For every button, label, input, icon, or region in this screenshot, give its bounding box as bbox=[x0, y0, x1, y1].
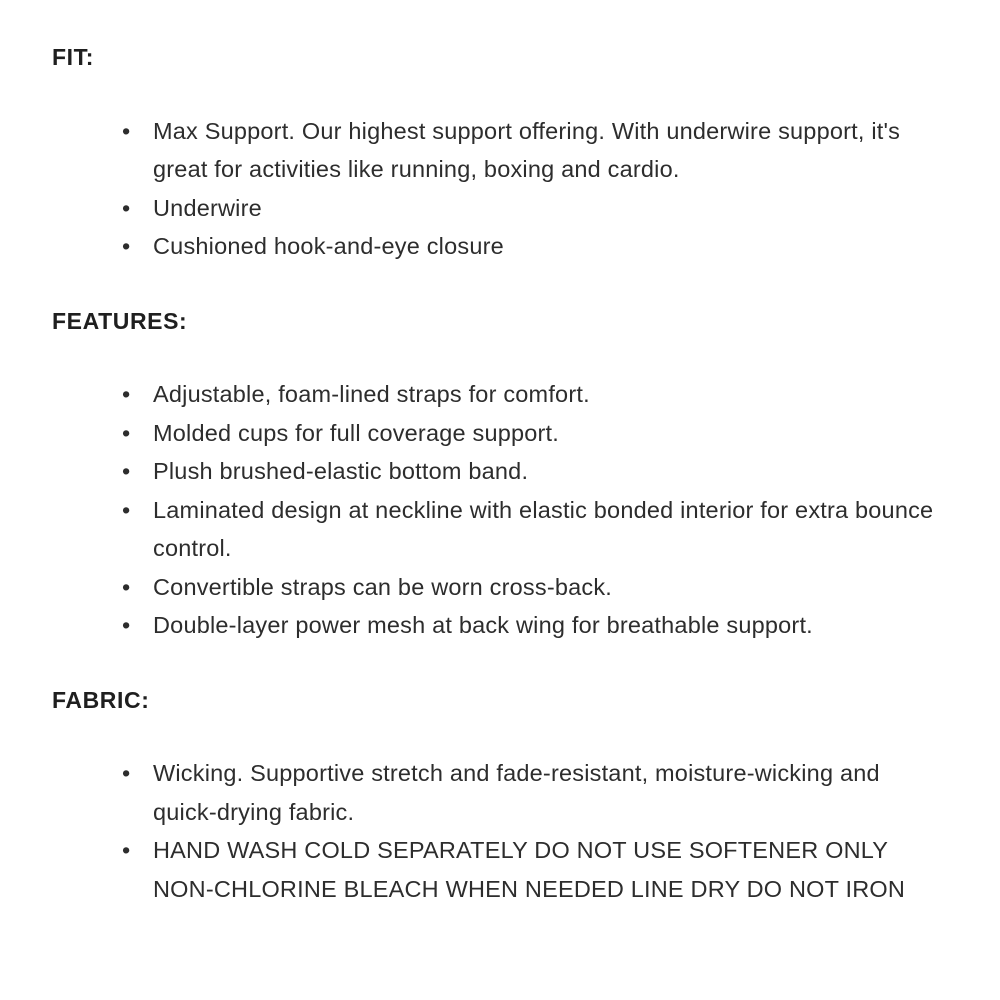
bullet-list bbox=[52, 112, 938, 266]
bullet-item: • Convertible straps can be worn cross-back. bbox=[153, 568, 938, 607]
bullet-item: • Max Support. Our highest support offering. With underwire support, it's great for activities like running, boxing and cardio. bbox=[153, 112, 938, 189]
bullet-list bbox=[52, 375, 938, 645]
bullet-item: • HAND WASH COLD SEPARATELY DO NOT USE SOFTENER ONLY NON-CHLORINE BLEACH WHEN NEEDED LINE DRY DO NOT IRON bbox=[153, 831, 938, 908]
bullet-item: • Double-layer power mesh at back wing for breathable support. bbox=[153, 606, 938, 645]
section-fit bbox=[52, 44, 938, 266]
bullet-item: • Wicking. Supportive stretch and fade-resistant, moisture-wicking and quick-drying fabric. bbox=[153, 754, 938, 831]
section-heading: FABRIC: bbox=[52, 686, 150, 713]
section-heading: FEATURES: bbox=[52, 307, 188, 334]
bullet-item: • Underwire bbox=[153, 189, 938, 228]
bullet-item: • Laminated design at neckline with elastic bonded interior for extra bounce control. bbox=[153, 491, 938, 568]
bullet-item: • Molded cups for full coverage support. bbox=[153, 414, 938, 453]
section-fabric bbox=[52, 687, 938, 909]
bullet-item: • Plush brushed-elastic bottom band. bbox=[153, 452, 938, 491]
bullet-item: • Cushioned hook-and-eye closure bbox=[153, 227, 938, 266]
section-heading: FIT: bbox=[52, 44, 94, 70]
bullet-item: • Adjustable, foam-lined straps for comfort. bbox=[153, 375, 938, 414]
bullet-list bbox=[52, 754, 938, 908]
section-features bbox=[52, 308, 938, 645]
